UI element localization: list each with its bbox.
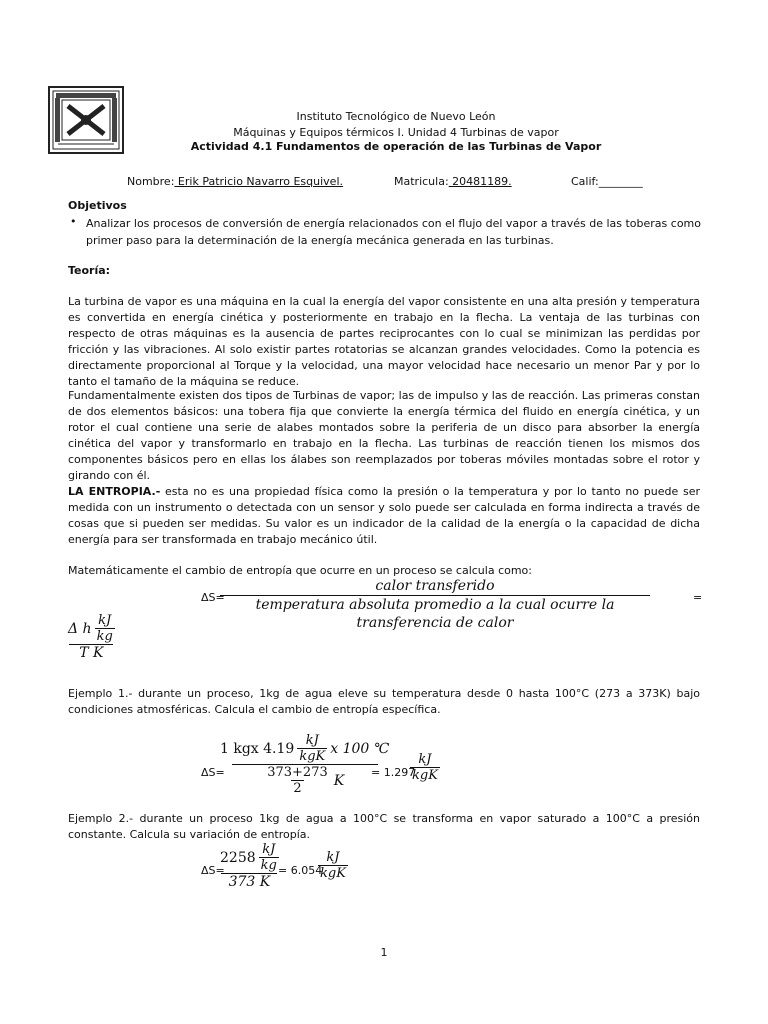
entropia-paragraph xyxy=(68,484,700,548)
ejemplo1-two: 2 xyxy=(293,781,302,796)
ejemplo2-text: Ejemplo 2.- durante un proceso 1kg de agua a 100°C se transforma en vapor saturado a 100°C a presión constante. Calcula su variación de entropía. xyxy=(68,812,700,841)
objetivos-heading: Objetivos xyxy=(68,199,127,212)
ejemplo2-result-unit xyxy=(318,850,348,881)
entropia-text: esta no es una propiedad física como la presión o la temperatura y por lo tanto no puede ser medida con un instrumento o detectada con un sensor y solo puede ser calculada en forma indirecta a través de cosas que si pueden ser medidas. Su valor es un indicador de la calidad de la energía o la capacidad de dicha energía para ser transformada en trabajo mecánico útil. xyxy=(68,485,700,546)
ejemplo2-result-kj: kJ xyxy=(326,850,340,865)
ejemplo1-result-kj: kJ xyxy=(418,752,432,767)
page-number: 1 xyxy=(380,946,388,959)
kg-unit: kg xyxy=(96,629,113,644)
formula1-lhs: ΔS= xyxy=(201,591,225,604)
ejemplo1-text: Ejemplo 1.- durante un proceso, 1kg de agua eleve su temperatura desde 0 hasta 100°C (273 a 373K) bajo condiciones atmosféricas. Calcula el cambio de entropía específica. xyxy=(68,687,700,716)
ejemplo1-result: = 1.297 xyxy=(371,766,416,779)
ejemplo1-kj: kJ xyxy=(305,733,319,748)
formula1-continuation xyxy=(68,613,115,661)
kj-per-kg-fraction xyxy=(95,613,115,644)
ejemplo1-result-kgk: kgK xyxy=(412,768,438,783)
institute-name: Instituto Tecnológico de Nuevo León xyxy=(296,110,496,123)
formula1-equals: = xyxy=(693,591,703,604)
ejemplo2-kj: kJ xyxy=(262,842,276,857)
ejemplo1-result-unit xyxy=(410,752,440,783)
calif-row xyxy=(571,175,643,188)
calif-value: ________ xyxy=(598,175,643,188)
matricula-label: Matricula: xyxy=(394,175,449,188)
ejemplo2-denominator: 373 K xyxy=(221,873,277,890)
teoria-paragraph-1: La turbina de vapor es una máquina en la cual la energía del vapor consistente en una alta presión y temperatura es convertida en energía cinética y posteriormente en trabajo en la flecha. La ventaja de las turbinas con respecto de otras máquinas es la ausencia de partes reciprocantes con lo cual se minimizan las perdidas por fricción y las vibraciones. Al solo existir partes rotatorias se alcanzan grandes velocidades. Como la potencia es directamente proporcional al Torque y la velocidad, una mayor velocidad hace necesario un menor Par y por lo tanto el tamaño de la máquina se reduce. xyxy=(68,295,700,388)
ejemplo2-result-kgk: kgK xyxy=(320,866,346,881)
ejemplo1-denominator xyxy=(232,764,378,796)
ejemplo2-hfg: 2258 xyxy=(220,849,256,866)
ejemplo2-hfg-unit xyxy=(259,842,279,873)
formula1-fraction xyxy=(220,578,650,632)
matricula-value: 20481189. xyxy=(448,175,512,188)
formula1-numerator: calor transferido xyxy=(375,578,495,594)
ejemplo2-lhs: ΔS= xyxy=(201,864,225,877)
tk-denominator: T K xyxy=(69,644,113,661)
kj-unit: kJ xyxy=(98,613,112,628)
calif-label: Calif: xyxy=(571,175,599,188)
ejemplo1-cp-unit xyxy=(297,733,327,764)
course-title: Máquinas y Equipos térmicos I. Unidad 4 Turbinas de vapor xyxy=(233,126,559,139)
matricula-row xyxy=(394,175,512,188)
ejemplo2-result: = 6.054 xyxy=(278,864,323,877)
teoria-paragraph-2: Fundamentalmente existen dos tipos de Turbinas de vapor; las de impulso y las de reacción. Las primeras constan de dos elementos básicos: una tobera fija que convierte la energía térmica del fluido en energía cinética, y un rotor el cual contiene una serie de alabes montados sobre la periferia de un disco para absorber la energía cinética del vapor y transformarlo en trabajo en la flecha. Las turbinas de reacción tienen los mismos dos componentes básicos pero en ellas los álabes son reemplazados por toberas móviles montadas sobre el rotor y girando con él. xyxy=(68,389,700,482)
activity-title: Actividad 4.1 Fundamentos de operación de las Turbinas de Vapor xyxy=(190,140,602,153)
ejemplo2-fraction xyxy=(220,842,279,890)
ejemplo1-num-part2: x 100 ℃ xyxy=(330,740,390,757)
ejemplo1-kgk: kgK xyxy=(299,749,326,764)
bullet-icon: • xyxy=(70,215,77,228)
name-label: Nombre: xyxy=(127,175,175,188)
ejemplo1-fraction xyxy=(220,733,389,796)
ejemplo2-kg: kg xyxy=(260,858,277,873)
teoria-heading: Teoría: xyxy=(68,264,111,277)
entropia-intro: Matemáticamente el cambio de entropía que ocurre en un proceso se calcula como: xyxy=(68,564,532,577)
name-value: Erik Patricio Navarro Esquivel. xyxy=(174,175,343,188)
ejemplo1-num-part1: 1 kgx 4.19 xyxy=(220,740,295,757)
entropia-term: LA ENTROPIA.- xyxy=(68,485,161,498)
ejemplo1-temp-sum: 373+273 xyxy=(267,765,328,780)
student-name-row xyxy=(127,175,343,188)
objetivo-item: Analizar los procesos de conversión de energía relacionados con el flujo del vapor a través de las toberas como primer paso para la determinación de la energía mecánica generada en las turbinas. xyxy=(86,217,701,247)
formula1-denominator: temperatura absoluta promedio a la cual ocurre la transferencia de calor xyxy=(220,595,650,632)
delta-h: Δ h xyxy=(68,620,92,637)
ejemplo1-k: K xyxy=(333,772,345,789)
ejemplo1-lhs: ΔS= xyxy=(201,766,225,779)
